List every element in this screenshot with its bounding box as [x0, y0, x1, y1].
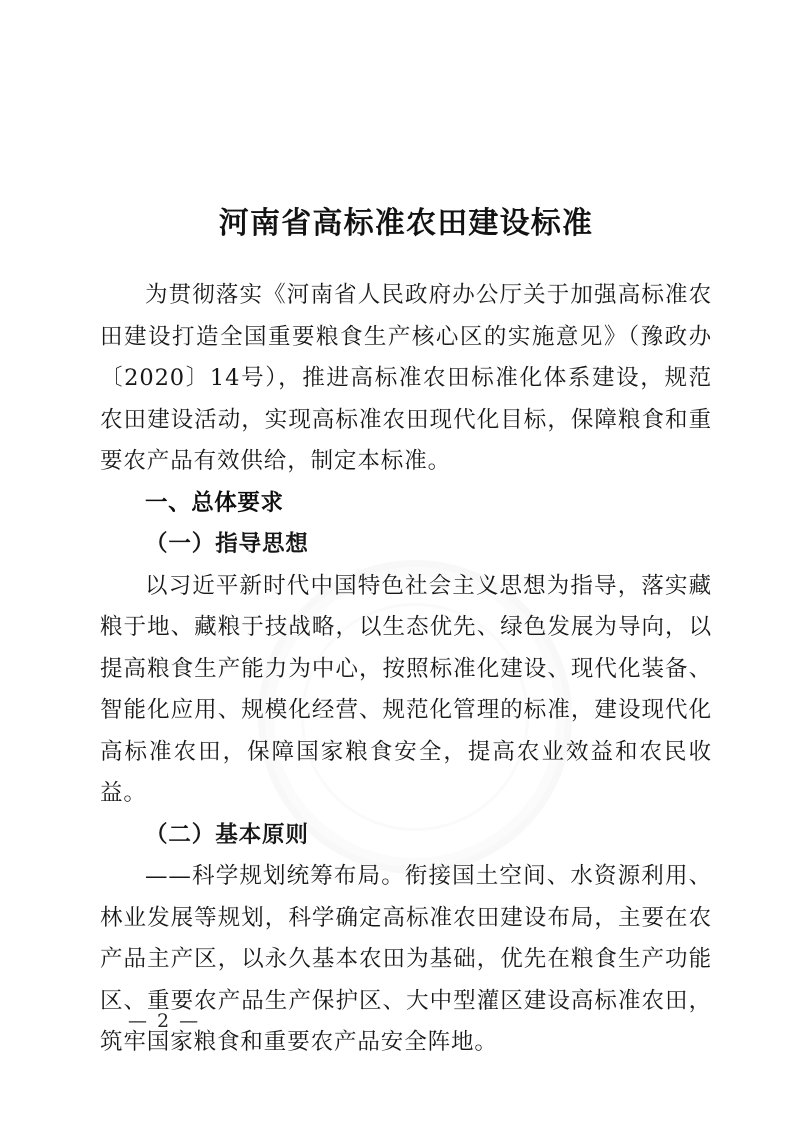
guiding-ideology-paragraph: 以习近平新时代中国特色社会主义思想为指导，落实藏粮于地、藏粮于技战略，以生态优先、绿色发展为导向，以提高粮食生产能力为中心，按照标准化建设、现代化装备、智能化应用、规模化经营、规范化管理的标准，建设现代化高标准农田，保障国家粮食安全，提高农业效益和农民收益。 — [100, 572, 712, 806]
subsection-heading-guiding-ideology: （一）指导思想 — [145, 531, 309, 557]
subsection-heading-basic-principles: （二）基本原则 — [145, 821, 309, 848]
page-number: — 2 — — [128, 1010, 201, 1032]
section-heading-overall-requirements: 一、总体要求 — [145, 489, 284, 516]
preamble-paragraph: 为贯彻落实《河南省人民政府办公厅关于加强高标准农田建设打造全国重要粮食生产核心区的实施意见》（豫政办〔2020〕14号），推进高标准农田标准化体系建设，规范农田建设活动，实现高标准农田现代化目标，保障粮食和重要农产品有效供给，制定本标准。 — [100, 282, 712, 474]
page-title: 河南省高标准农田建设标准 — [218, 206, 594, 241]
principle-scientific-planning-paragraph: ——科学规划统筹布局。衔接国土空间、水资源利用、林业发展等规划，科学确定高标准农田建设布局，主要在农产品主产区，以永久基本农田为基础，优先在粮食生产功能区、重要农产品生产保护区、大中型灌区建设高标准农田，筑牢国家粮食和重要农产品安全阵地。 — [100, 863, 712, 1055]
document-content — [100, 0, 712, 1064]
